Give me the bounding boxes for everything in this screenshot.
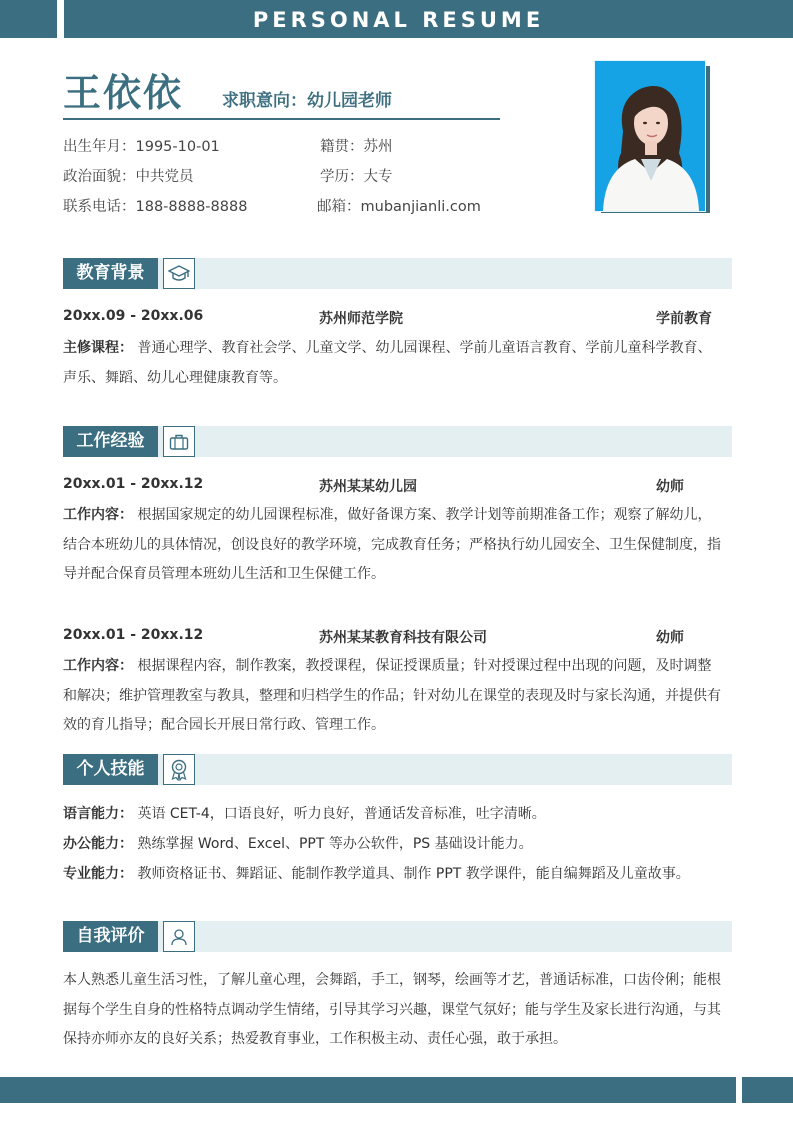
portrait-illustration [595, 61, 705, 211]
work-2-text: 根据课程内容，制作教案，教授课程，保证授课质量；针对授课过程中出现的问题，及时调整和解决；维护管理教室与教具，整理和归档学生的作品；针对幼儿在课堂的表现及时与家长沟通，并提供有效的育儿指导；配合园长开展日常行政、管理工作。 [63, 658, 721, 733]
info-email: 邮箱：mubanjianli.com [317, 199, 481, 215]
award-badge-icon [169, 759, 189, 781]
info-origin: 籍贯：苏州 [320, 139, 393, 155]
skills-icon-box [163, 754, 195, 785]
education-courses [63, 334, 723, 393]
graduation-cap-icon [168, 265, 190, 283]
briefcase-icon [169, 433, 189, 451]
work-2-date: 20xx.01 - 20xx.12 [63, 627, 204, 643]
skill-office-label: 办公能力： [63, 836, 133, 852]
work-1-label: 工作内容： [63, 507, 133, 523]
skills-title: 个人技能 [63, 754, 158, 785]
skill-professional [63, 860, 723, 890]
bottom-bar [0, 1077, 736, 1103]
top-left-block [0, 0, 57, 38]
work-1-content [63, 501, 723, 590]
work-1-role: 幼师 [656, 479, 684, 495]
top-banner [64, 0, 793, 38]
education-title: 教育背景 [63, 258, 158, 289]
header-divider [63, 118, 500, 120]
self-evaluation-text: 本人熟悉儿童生活习性，了解儿童心理，会舞蹈，手工，钢琴，绘画等才艺，普通话标准，口齿伶俐；能根据每个学生自身的性格特点调动学生情绪，引导其学习兴趣，课堂气氛好；能与学生及家长进行沟通，与其保持亦师亦友的良好关系；热爱教育事业，工作积极主动、责任心强，敢于承担。 [63, 972, 721, 1047]
work-2-role: 幼师 [656, 630, 684, 646]
profile-photo [594, 60, 706, 212]
education-major: 学前教育 [656, 311, 712, 327]
skill-office [63, 830, 723, 860]
work-2-label: 工作内容： [63, 658, 133, 674]
bottom-right-block [742, 1077, 793, 1103]
candidate-name: 王依依 [63, 71, 184, 115]
user-icon [170, 928, 188, 946]
education-date: 20xx.09 - 20xx.06 [63, 308, 204, 324]
work-2-company: 苏州某某教育科技有限公司 [319, 630, 487, 646]
skill-professional-label: 专业能力： [63, 866, 133, 882]
info-phone: 联系电话：188-8888-8888 [63, 199, 248, 215]
courses-label: 主修课程： [63, 340, 133, 356]
education-icon-box [163, 258, 195, 289]
work-1-text: 根据国家规定的幼儿园课程标准，做好备课方案、教学计划等前期准备工作；观察了解幼儿，结合本班幼儿的具体情况，创设良好的教学环境，完成教育任务；严格执行幼儿园安全、卫生保健制度，指导并配合保育员管理本班幼儿生活和卫生保健工作。 [63, 507, 721, 582]
work-icon-box [163, 426, 195, 457]
skill-language-text: 英语 CET-4，口语良好，听力良好，普通话发音标准，吐字清晰。 [137, 806, 546, 822]
education-school: 苏州师范学院 [319, 311, 403, 327]
skill-professional-text: 教师资格证书、舞蹈证、能制作教学道具、制作 PPT 教学课件，能自编舞蹈及儿童故事。 [137, 866, 690, 882]
job-intent: 求职意向：幼儿园老师 [222, 91, 392, 111]
skill-language-label: 语言能力： [63, 806, 133, 822]
skill-language [63, 800, 723, 830]
info-politics: 政治面貌：中共党员 [63, 169, 194, 185]
courses-text: 普通心理学、教育社会学、儿童文学、幼儿园课程、学前儿童语言教育、学前儿童科学教育、声乐、舞蹈、幼儿心理健康教育等。 [63, 340, 712, 386]
self-title: 自我评价 [63, 921, 158, 952]
info-education: 学历：大专 [320, 169, 393, 185]
work-2-content [63, 652, 723, 741]
banner-title: PERSONAL RESUME [252, 8, 545, 32]
self-icon-box [163, 921, 195, 952]
work-1-company: 苏州某某幼儿园 [319, 479, 417, 495]
info-birth: 出生年月：1995-10-01 [63, 139, 220, 155]
skill-office-text: 熟练掌握 Word、Excel、PPT 等办公软件，PS 基础设计能力。 [137, 836, 533, 852]
work-title: 工作经验 [63, 426, 158, 457]
work-1-date: 20xx.01 - 20xx.12 [63, 476, 204, 492]
